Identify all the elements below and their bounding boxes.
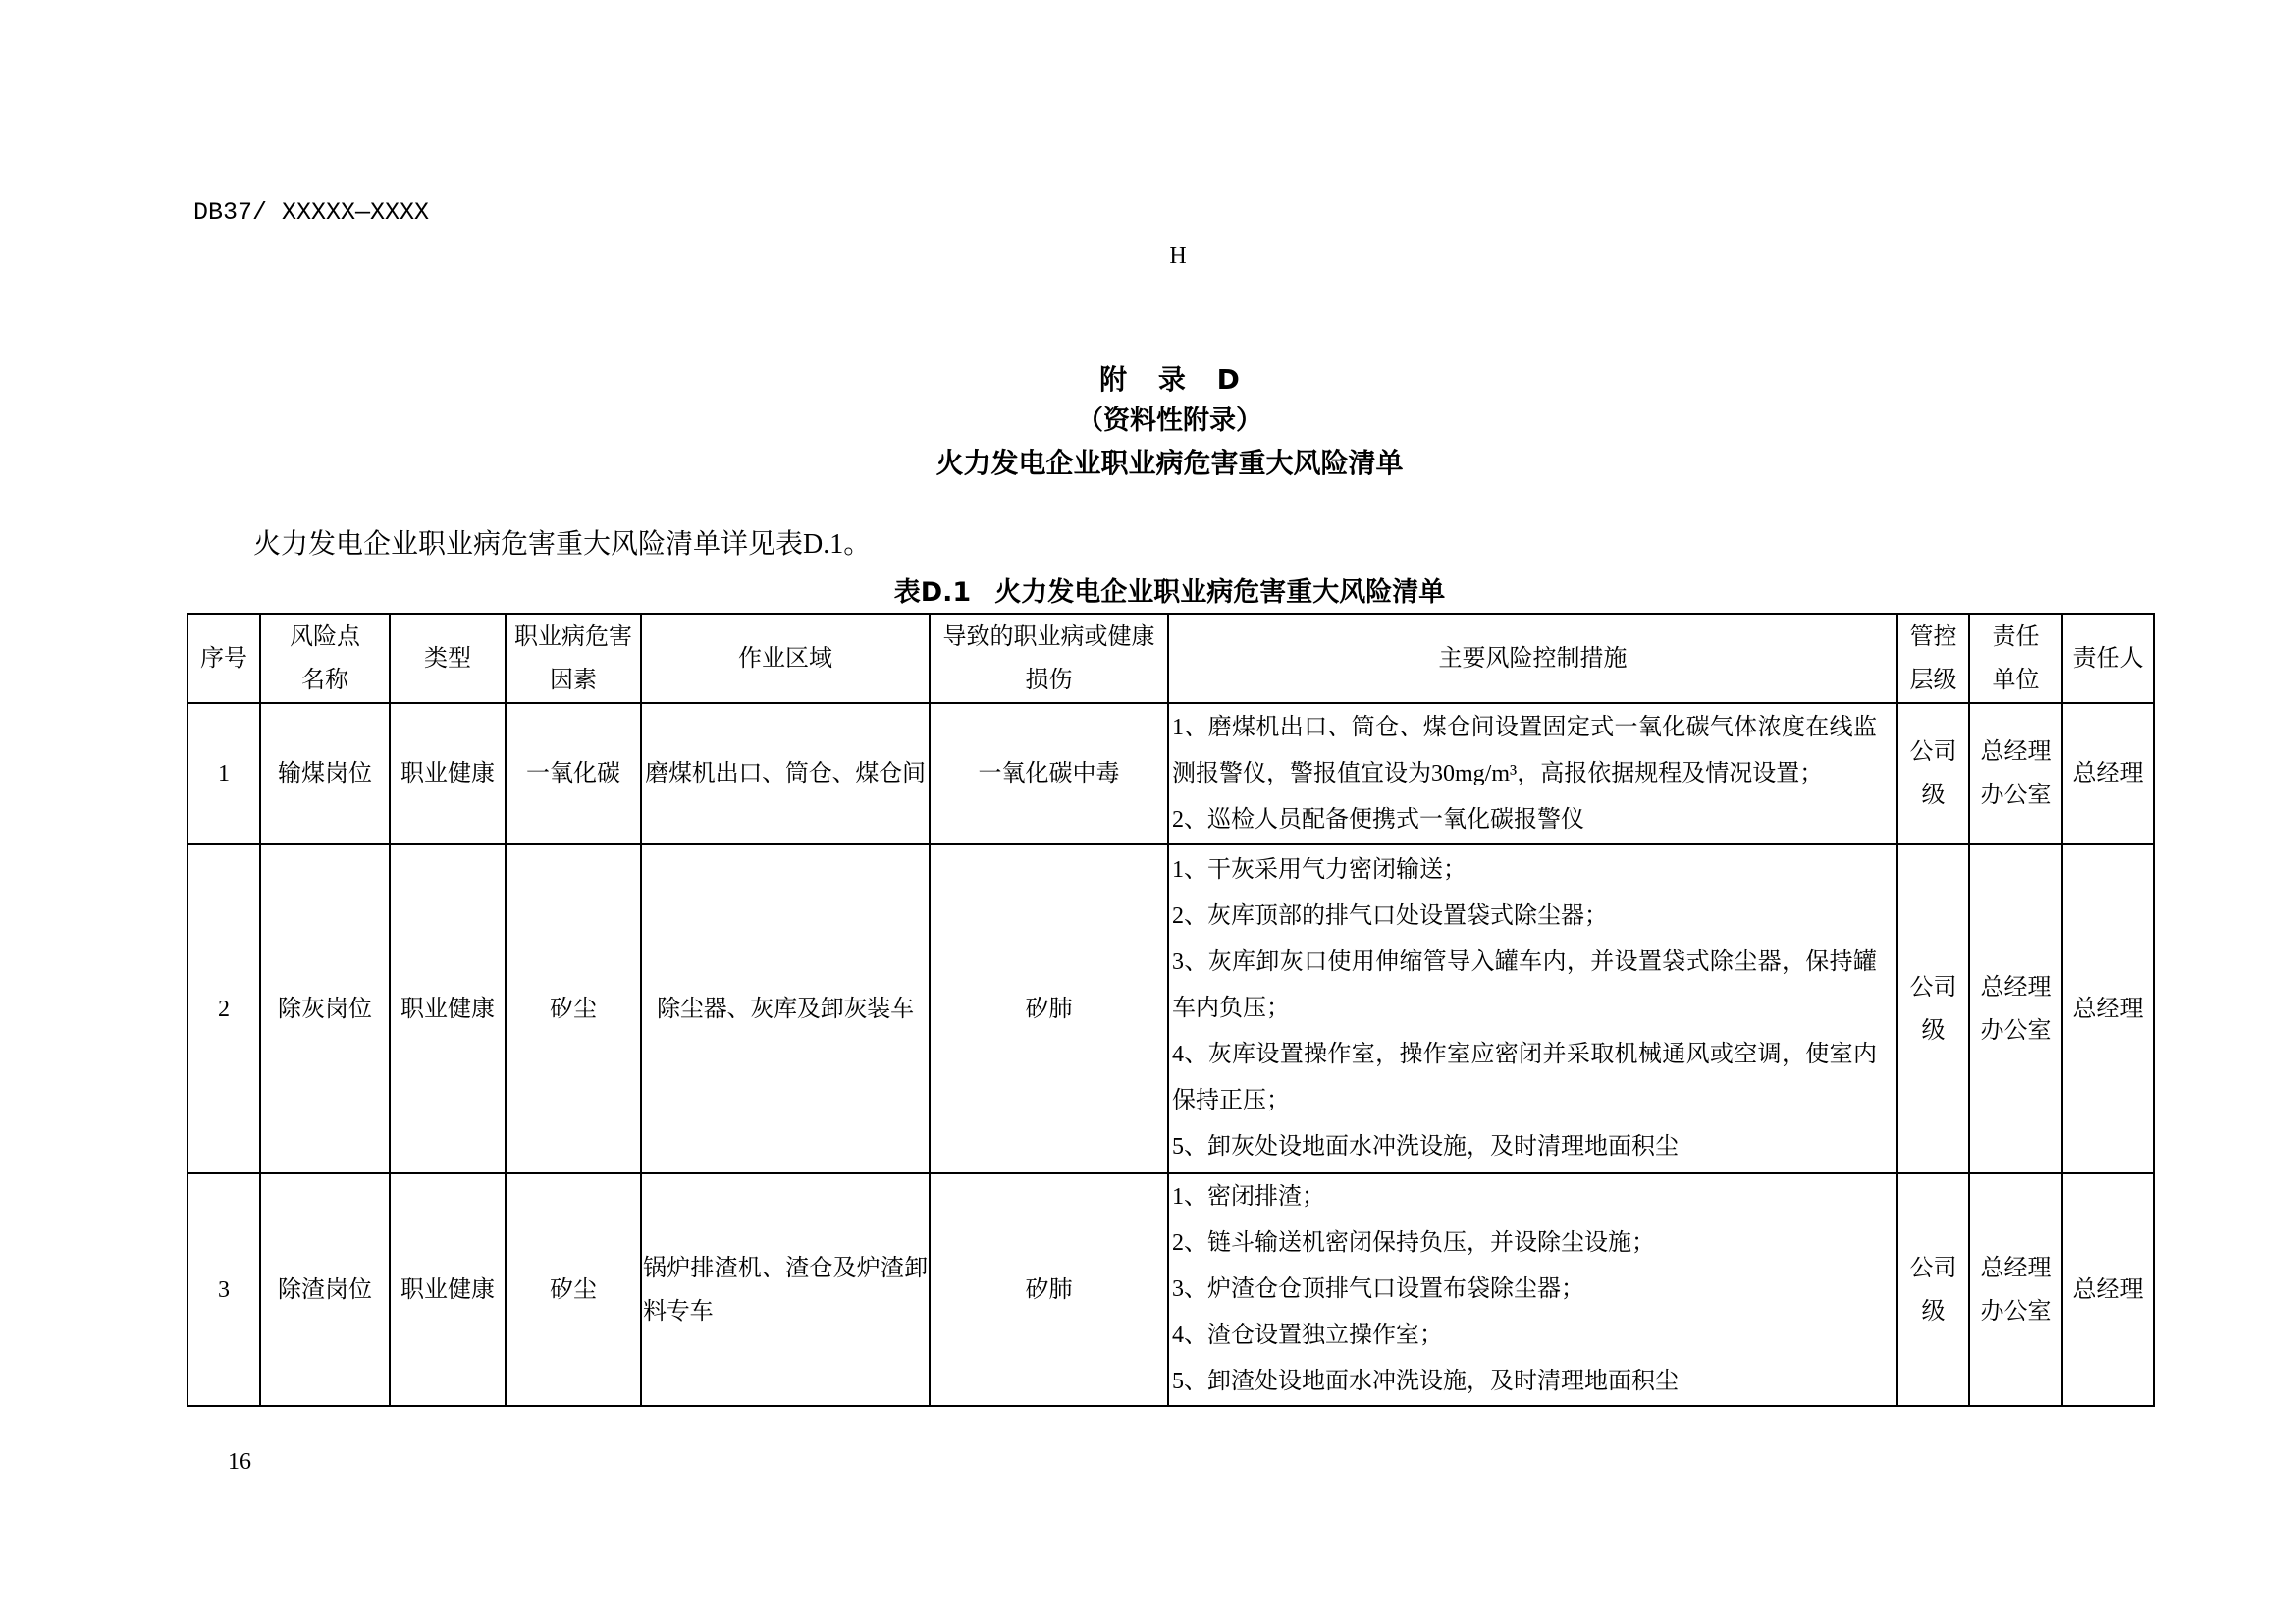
cell-control-measures — [1168, 703, 1897, 844]
cell-seq: 3 — [187, 1173, 260, 1406]
header-responsible-person: 责任人 — [2062, 614, 2154, 703]
table-row — [187, 1173, 2154, 1406]
cell-hazard-factor: 矽尘 — [506, 1173, 641, 1406]
cell-risk-point: 除渣岗位 — [260, 1173, 390, 1406]
cell-disease: 一氧化碳中毒 — [930, 703, 1168, 844]
measure-item: 2、链斗输送机密闭保持负压，并设除尘设施； — [1172, 1230, 1655, 1256]
cell-hazard-factor: 一氧化碳 — [506, 703, 641, 844]
cell-responsible-unit: 总经理办公室 — [1969, 844, 2062, 1173]
header-responsible-unit: 责任 单位 — [1969, 614, 2062, 703]
table-caption-label: 表D.1 — [893, 577, 972, 608]
cell-type: 职业健康 — [390, 703, 506, 844]
cell-responsible-person: 总经理 — [2062, 1173, 2154, 1406]
risk-table — [187, 613, 2155, 1407]
cell-seq: 2 — [187, 844, 260, 1173]
header-work-area: 作业区域 — [641, 614, 930, 703]
cell-disease: 矽肺 — [930, 1173, 1168, 1406]
header-control-level: 管控 层级 — [1897, 614, 1969, 703]
intro-paragraph: 火力发电企业职业病危害重大风险清单详见表D.1。 — [253, 529, 872, 560]
cell-work-area: 除尘器、灰库及卸灰装车 — [641, 844, 930, 1173]
cell-type: 职业健康 — [390, 1173, 506, 1406]
header-seq: 序号 — [187, 614, 260, 703]
measure-item: 5、卸渣处设地面水冲洗设施，及时清理地面积尘 — [1172, 1369, 1679, 1394]
appendix-title: 附 录 D — [1099, 363, 1240, 396]
appendix-heading: 火力发电企业职业病危害重大风险清单 — [935, 447, 1404, 479]
cell-responsible-person: 总经理 — [2062, 844, 2154, 1173]
cell-control-level: 公司级 — [1897, 1173, 1969, 1406]
cell-risk-point: 输煤岗位 — [260, 703, 390, 844]
cell-work-area: 磨煤机出口、筒仓、煤仓间 — [641, 703, 930, 844]
measure-item: 2、巡检人员配备便携式一氧化碳报警仪 — [1172, 806, 1584, 833]
measure-item: 1、磨煤机出口、筒仓、煤仓间设置固定式一氧化碳气体浓度在线监测报警仪，警报值宜设为30mg/m³，高报依据规程及情况设置； — [1172, 714, 1877, 786]
document-code: DB37/ XXXXX—XXXX — [193, 198, 430, 227]
measure-item: 1、密闭排渣； — [1172, 1184, 1325, 1210]
header-control-measures: 主要风险控制措施 — [1168, 614, 1897, 703]
measure-item: 5、卸灰处设地面水冲洗设施，及时清理地面积尘 — [1172, 1134, 1679, 1160]
cell-responsible-person: 总经理 — [2062, 703, 2154, 844]
appendix-subtitle: （资料性附录） — [1077, 406, 1262, 436]
measure-item: 4、灰库设置操作室，操作室应密闭并采取机械通风或空调，使室内保持正压； — [1172, 1042, 1877, 1113]
table-header-row — [187, 614, 2154, 703]
measure-item: 1、干灰采用气力密闭输送； — [1172, 857, 1467, 883]
measure-item: 4、渣仓设置独立操作室； — [1172, 1323, 1443, 1348]
table-caption — [187, 578, 2153, 608]
cell-risk-point: 除灰岗位 — [260, 844, 390, 1173]
cell-control-level: 公司级 — [1897, 703, 1969, 844]
cell-type: 职业健康 — [390, 844, 506, 1173]
cell-work-area: 锅炉排渣机、渣仓及炉渣卸料专车 — [641, 1173, 930, 1406]
cell-disease: 矽肺 — [930, 844, 1168, 1173]
header-hazard-factor: 职业病危害 因素 — [506, 614, 641, 703]
header-disease: 导致的职业病或健康 损伤 — [930, 614, 1168, 703]
measure-item: 2、灰库顶部的排气口处设置袋式除尘器； — [1172, 903, 1608, 929]
header-type: 类型 — [390, 614, 506, 703]
cell-hazard-factor: 矽尘 — [506, 844, 641, 1173]
cell-seq: 1 — [187, 703, 260, 844]
header-risk-point: 风险点 名称 — [260, 614, 390, 703]
cell-control-measures — [1168, 1173, 1897, 1406]
cell-responsible-unit: 总经理办公室 — [1969, 1173, 2062, 1406]
table-row — [187, 844, 2154, 1173]
table-caption-title: 火力发电企业职业病危害重大风险清单 — [994, 577, 1446, 608]
measure-item: 3、炉渣仓仓顶排气口设置布袋除尘器； — [1172, 1276, 1584, 1302]
page-number: 16 — [228, 1449, 251, 1475]
page-marker: H — [1169, 244, 1187, 269]
table-row — [187, 703, 2154, 844]
cell-control-level: 公司级 — [1897, 844, 1969, 1173]
measure-item: 3、灰库卸灰口使用伸缩管导入罐车内，并设置袋式除尘器，保持罐车内负压； — [1172, 949, 1877, 1021]
cell-responsible-unit: 总经理办公室 — [1969, 703, 2062, 844]
cell-control-measures — [1168, 844, 1897, 1173]
